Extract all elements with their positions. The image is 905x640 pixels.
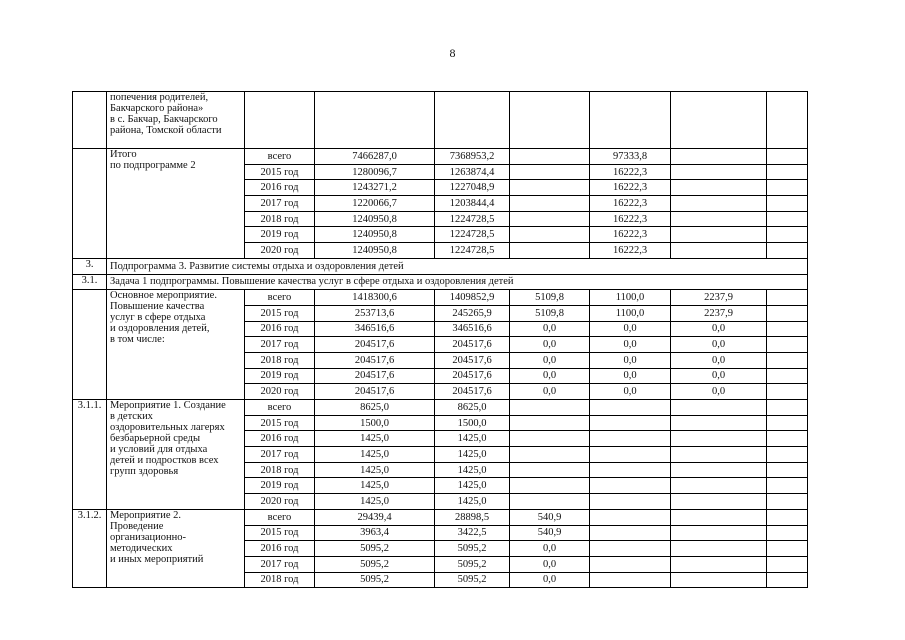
- period-cell: 2016 год: [245, 321, 315, 337]
- value-cell: [767, 368, 808, 384]
- period-cell: 2015 год: [245, 415, 315, 431]
- value-cell: [767, 164, 808, 180]
- value-cell: 1425,0: [315, 462, 435, 478]
- value-cell: [767, 321, 808, 337]
- value-cell: 204517,6: [315, 352, 435, 368]
- period-cell: 2017 год: [245, 556, 315, 572]
- section-row: [73, 258, 808, 274]
- value-cell: 1240950,8: [315, 211, 435, 227]
- value-cell: [590, 541, 671, 557]
- continuation-row: [73, 92, 808, 149]
- table-row: [73, 400, 808, 416]
- value-cell: [767, 525, 808, 541]
- value-cell: 0,0: [671, 368, 767, 384]
- value-cell: [510, 431, 590, 447]
- period-cell: 2018 год: [245, 352, 315, 368]
- value-cell: 1425,0: [315, 478, 435, 494]
- value-cell: 245265,9: [435, 305, 510, 321]
- value-cell: 0,0: [510, 384, 590, 400]
- value-cell: [767, 305, 808, 321]
- period-cell: 2019 год: [245, 368, 315, 384]
- value-cell: [767, 572, 808, 588]
- value-cell: 0,0: [510, 572, 590, 588]
- value-cell: [767, 211, 808, 227]
- value-cell: 5095,2: [315, 572, 435, 588]
- value-cell: 1409852,9: [435, 290, 510, 306]
- value-cell: [767, 290, 808, 306]
- value-cell: [767, 352, 808, 368]
- value-cell: [510, 494, 590, 510]
- value-cell: 5109,8: [510, 305, 590, 321]
- value-cell: 2237,9: [671, 305, 767, 321]
- value-cell: [510, 462, 590, 478]
- value-cell: 16222,3: [590, 180, 671, 196]
- value-cell: 0,0: [671, 352, 767, 368]
- value-cell: 204517,6: [315, 337, 435, 353]
- value-cell: 1224728,5: [435, 227, 510, 243]
- value-cell: 0,0: [671, 337, 767, 353]
- value-cell: [671, 180, 767, 196]
- period-cell: 2019 год: [245, 227, 315, 243]
- value-cell: [590, 447, 671, 463]
- row-number-cell: [73, 290, 107, 400]
- value-cell: [671, 149, 767, 165]
- value-cell: [671, 415, 767, 431]
- value-cell: 204517,6: [435, 352, 510, 368]
- value-cell: [767, 400, 808, 416]
- value-cell: [510, 415, 590, 431]
- value-cell: [767, 541, 808, 557]
- period-cell: всего: [245, 400, 315, 416]
- value-cell: [510, 243, 590, 259]
- period-cell: 2016 год: [245, 431, 315, 447]
- value-cell: [767, 227, 808, 243]
- value-cell: [671, 478, 767, 494]
- value-cell: 97333,8: [590, 149, 671, 165]
- value-cell: [767, 431, 808, 447]
- value-cell: 540,9: [510, 509, 590, 525]
- value-cell: [590, 494, 671, 510]
- row-description: попечения родителей, Бакчарского района» в с. Бакчар, Бакчарского района, Томской области: [107, 92, 245, 149]
- value-cell: [510, 400, 590, 416]
- period-cell: 2015 год: [245, 164, 315, 180]
- value-cell: 2237,9: [671, 290, 767, 306]
- value-cell: [767, 447, 808, 463]
- row-number-cell: 3.1.1.: [73, 400, 107, 510]
- row-number-cell: [73, 149, 107, 259]
- section-title: Подпрограмма 3. Развитие системы отдыха и оздоровления детей: [107, 258, 808, 274]
- value-cell: 1224728,5: [435, 243, 510, 259]
- value-cell: 0,0: [590, 384, 671, 400]
- period-cell: всего: [245, 149, 315, 165]
- value-cell: 1425,0: [315, 431, 435, 447]
- value-cell: 1425,0: [435, 494, 510, 510]
- value-cell: 253713,6: [315, 305, 435, 321]
- value-cell: [767, 494, 808, 510]
- value-cell: [510, 211, 590, 227]
- value-cell: [590, 572, 671, 588]
- value-cell: 1240950,8: [315, 227, 435, 243]
- value-cell: [510, 447, 590, 463]
- value-cell: 3963,4: [315, 525, 435, 541]
- value-cell: [767, 462, 808, 478]
- value-cell: [671, 431, 767, 447]
- value-cell: 0,0: [590, 368, 671, 384]
- value-cell: 16222,3: [590, 211, 671, 227]
- value-cell: [767, 478, 808, 494]
- value-cell: 3422,5: [435, 525, 510, 541]
- value-cell: [767, 180, 808, 196]
- section-row: [73, 274, 808, 290]
- value-cell: 16222,3: [590, 243, 671, 259]
- value-cell: 1500,0: [435, 415, 510, 431]
- value-cell: 0,0: [510, 321, 590, 337]
- value-cell: 5095,2: [435, 541, 510, 557]
- period-cell: 2018 год: [245, 211, 315, 227]
- value-cell: 16222,3: [590, 227, 671, 243]
- value-cell: [671, 227, 767, 243]
- value-cell: [590, 400, 671, 416]
- value-cell: 540,9: [510, 525, 590, 541]
- period-cell: 2016 год: [245, 180, 315, 196]
- row-description: Мероприятие 1. Создание в детских оздоровительных лагерях безбарьерной среды и условий для отдыха детей и подростков всех групп здоровья: [107, 400, 245, 510]
- value-cell: 1425,0: [315, 494, 435, 510]
- value-cell: [510, 227, 590, 243]
- period-cell: 2017 год: [245, 196, 315, 212]
- value-cell: 0,0: [510, 352, 590, 368]
- value-cell: [671, 462, 767, 478]
- value-cell: 1425,0: [435, 431, 510, 447]
- value-cell: [671, 196, 767, 212]
- period-cell: 2020 год: [245, 494, 315, 510]
- row-description: Мероприятие 2. Проведение организационно- методических и иных мероприятий: [107, 509, 245, 587]
- value-cell: [590, 415, 671, 431]
- period-cell: 2015 год: [245, 525, 315, 541]
- period-cell: 2017 год: [245, 447, 315, 463]
- value-cell: [767, 149, 808, 165]
- value-cell: [590, 431, 671, 447]
- value-cell: 1418300,6: [315, 290, 435, 306]
- row-description: Основное мероприятие. Повышение качества услуг в сфере отдыха и оздоровления детей, в том числе:: [107, 290, 245, 400]
- value-cell: 1425,0: [435, 447, 510, 463]
- budget-table: [72, 91, 808, 588]
- value-cell: [590, 525, 671, 541]
- period-cell: 2020 год: [245, 243, 315, 259]
- value-cell: 28898,5: [435, 509, 510, 525]
- value-cell: [510, 196, 590, 212]
- value-cell: 204517,6: [435, 368, 510, 384]
- value-cell: [671, 572, 767, 588]
- value-cell: [671, 494, 767, 510]
- period-cell: 2015 год: [245, 305, 315, 321]
- value-cell: [767, 384, 808, 400]
- period-cell: 2018 год: [245, 462, 315, 478]
- value-cell: [767, 196, 808, 212]
- period-cell: 2020 год: [245, 384, 315, 400]
- value-cell: 346516,6: [315, 321, 435, 337]
- value-cell: 1280096,7: [315, 164, 435, 180]
- value-cell: 1425,0: [315, 447, 435, 463]
- value-cell: 346516,6: [435, 321, 510, 337]
- period-cell: 2019 год: [245, 478, 315, 494]
- value-cell: [767, 243, 808, 259]
- period-cell: 2017 год: [245, 337, 315, 353]
- value-cell: 0,0: [590, 321, 671, 337]
- value-cell: 0,0: [510, 541, 590, 557]
- value-cell: [510, 149, 590, 165]
- value-cell: 1500,0: [315, 415, 435, 431]
- value-cell: 1203844,4: [435, 196, 510, 212]
- value-cell: 1425,0: [435, 478, 510, 494]
- row-description: Итого по подпрограмме 2: [107, 149, 245, 259]
- value-cell: [767, 509, 808, 525]
- value-cell: [671, 400, 767, 416]
- period-cell: всего: [245, 509, 315, 525]
- section-number: 3.: [73, 258, 107, 274]
- period-cell: 2016 год: [245, 541, 315, 557]
- value-cell: 8625,0: [435, 400, 510, 416]
- value-cell: 204517,6: [315, 368, 435, 384]
- value-cell: 5095,2: [315, 541, 435, 557]
- value-cell: 7368953,2: [435, 149, 510, 165]
- table-row: [73, 509, 808, 525]
- value-cell: [671, 525, 767, 541]
- value-cell: 5095,2: [315, 556, 435, 572]
- value-cell: 1227048,9: [435, 180, 510, 196]
- value-cell: [590, 509, 671, 525]
- value-cell: [767, 556, 808, 572]
- value-cell: 16222,3: [590, 164, 671, 180]
- value-cell: 0,0: [510, 368, 590, 384]
- value-cell: [671, 541, 767, 557]
- value-cell: 1100,0: [590, 290, 671, 306]
- section-number: 3.1.: [73, 274, 107, 290]
- value-cell: 1100,0: [590, 305, 671, 321]
- value-cell: 5095,2: [435, 572, 510, 588]
- value-cell: 1240950,8: [315, 243, 435, 259]
- value-cell: 7466287,0: [315, 149, 435, 165]
- table-row: [73, 149, 808, 165]
- value-cell: 1243271,2: [315, 180, 435, 196]
- value-cell: [510, 180, 590, 196]
- row-number-cell: [73, 92, 107, 149]
- value-cell: [590, 556, 671, 572]
- value-cell: [767, 337, 808, 353]
- value-cell: 0,0: [590, 337, 671, 353]
- value-cell: [671, 164, 767, 180]
- value-cell: [590, 478, 671, 494]
- value-cell: 5109,8: [510, 290, 590, 306]
- value-cell: 204517,6: [435, 384, 510, 400]
- value-cell: 204517,6: [435, 337, 510, 353]
- value-cell: [671, 556, 767, 572]
- value-cell: [767, 415, 808, 431]
- value-cell: [590, 462, 671, 478]
- table-row: [73, 290, 808, 306]
- period-cell: всего: [245, 290, 315, 306]
- value-cell: 0,0: [671, 321, 767, 337]
- value-cell: [671, 211, 767, 227]
- value-cell: 0,0: [510, 337, 590, 353]
- row-number-cell: 3.1.2.: [73, 509, 107, 587]
- value-cell: [510, 478, 590, 494]
- value-cell: [510, 164, 590, 180]
- period-cell: 2018 год: [245, 572, 315, 588]
- value-cell: 0,0: [671, 384, 767, 400]
- value-cell: 0,0: [590, 352, 671, 368]
- value-cell: 204517,6: [315, 384, 435, 400]
- value-cell: [671, 509, 767, 525]
- value-cell: 16222,3: [590, 196, 671, 212]
- value-cell: 1263874,4: [435, 164, 510, 180]
- value-cell: 1220066,7: [315, 196, 435, 212]
- value-cell: [671, 243, 767, 259]
- page-number: 8: [449, 46, 456, 60]
- value-cell: 8625,0: [315, 400, 435, 416]
- section-title: Задача 1 подпрограммы. Повышение качества услуг в сфере отдыха и оздоровления детей: [107, 274, 808, 290]
- value-cell: [671, 447, 767, 463]
- value-cell: 29439,4: [315, 509, 435, 525]
- value-cell: 5095,2: [435, 556, 510, 572]
- value-cell: 0,0: [510, 556, 590, 572]
- value-cell: 1425,0: [435, 462, 510, 478]
- value-cell: 1224728,5: [435, 211, 510, 227]
